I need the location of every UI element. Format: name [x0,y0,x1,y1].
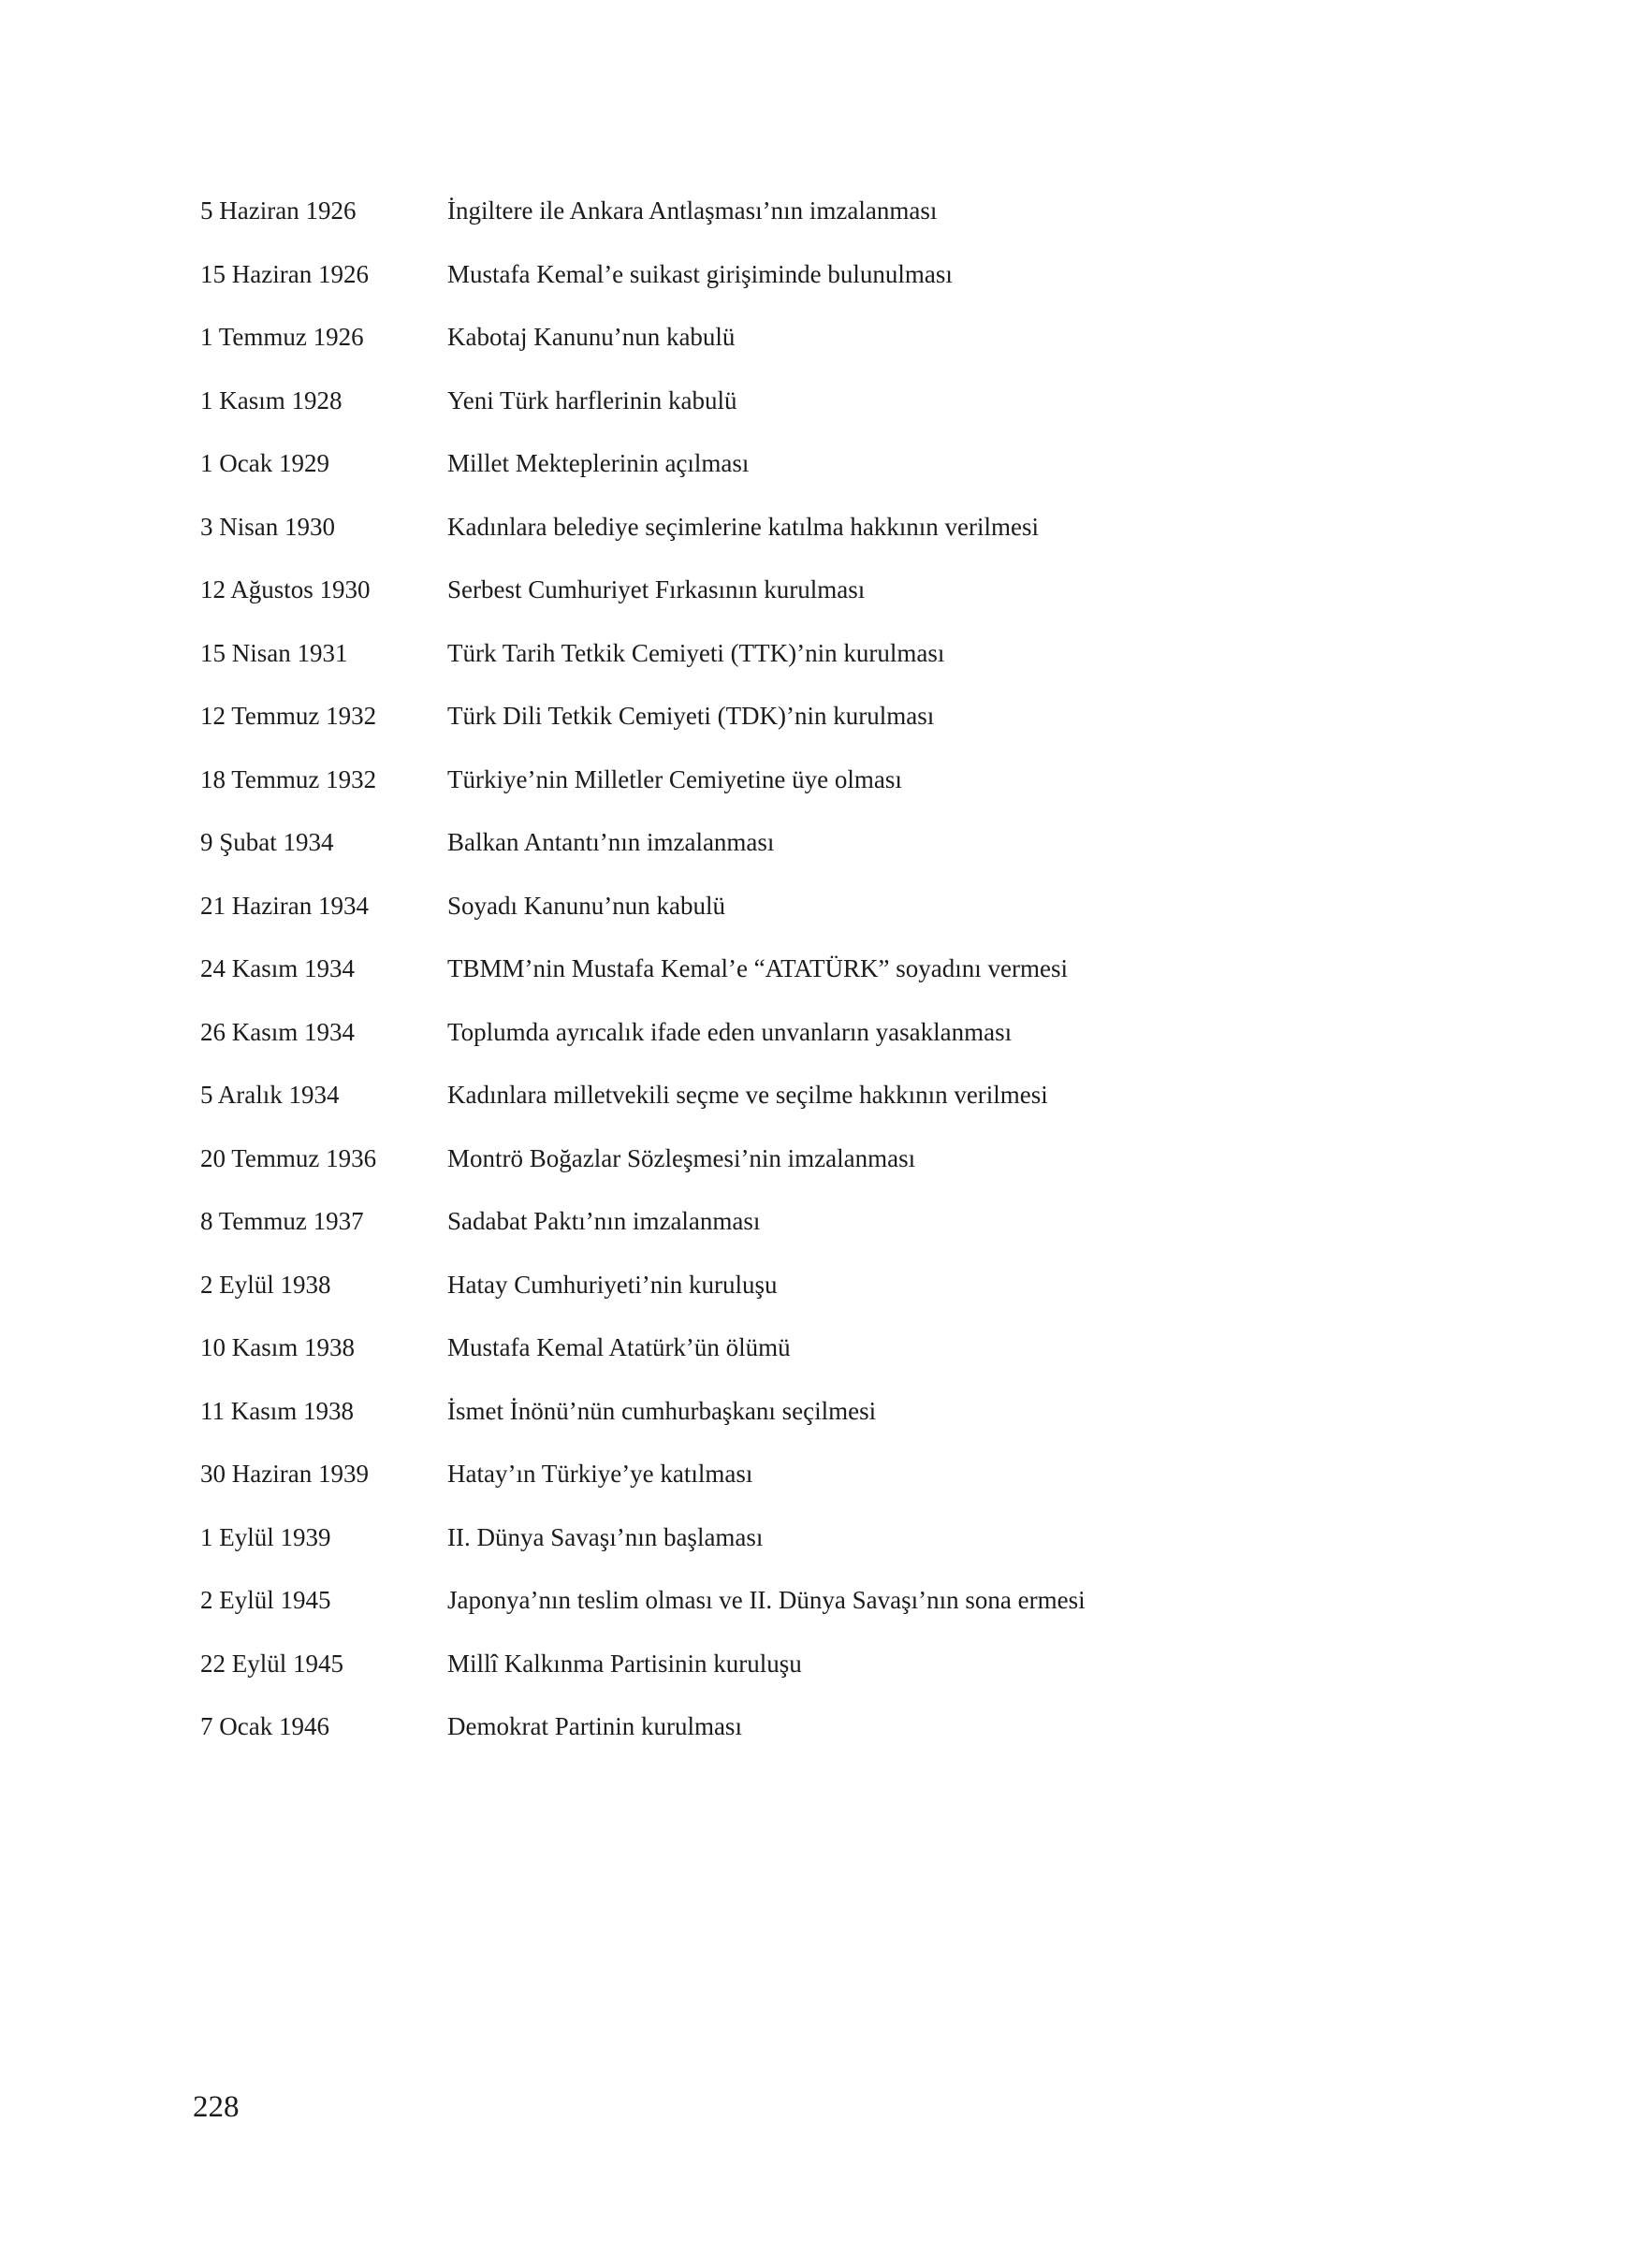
event-date: 24 Kasım 1934 [200,954,355,982]
chronology-row [200,1140,1436,1203]
event-description: Hatay’ın Türkiye’ye katılması [447,1460,753,1488]
event-date: 21 Haziran 1934 [200,891,369,920]
event-description: İngiltere ile Ankara Antlaşması’nın imzalanması [447,196,938,225]
event-date: 9 Şubat 1934 [200,828,334,856]
chronology-row [200,1581,1436,1645]
chronology-row [200,823,1436,887]
chronology-row [200,444,1436,508]
chronology-row [200,697,1436,761]
chronology-row [200,382,1436,445]
event-description: TBMM’nin Mustafa Kemal’e “ATATÜRK” soyadını vermesi [447,954,1068,982]
chronology-row [200,192,1436,255]
event-description: Millet Mekteplerinin açılması [447,449,750,477]
event-description: Hatay Cumhuriyeti’nin kuruluşu [447,1270,778,1299]
event-date: 1 Ocak 1929 [200,449,329,477]
chronology-row [200,1645,1436,1708]
event-description: Millî Kalkınma Partisinin kuruluşu [447,1649,802,1678]
chronology-row [200,1455,1436,1519]
event-description: Serbest Cumhuriyet Fırkasının kurulması [447,575,866,603]
event-description: Kadınlara belediye seçimlerine katılma hakkının verilmesi [447,512,1040,541]
event-description: Türk Dili Tetkik Cemiyeti (TDK)’nin kurulması [447,702,935,730]
chronology-row [200,887,1436,951]
event-description: Türkiye’nin Milletler Cemiyetine üye olması [447,764,902,793]
chronology-row [200,318,1436,382]
event-date: 1 Eylül 1939 [200,1522,331,1551]
event-date: 2 Eylül 1945 [200,1586,331,1614]
chronology-row [200,571,1436,634]
chronology-row [200,634,1436,698]
event-date: 10 Kasım 1938 [200,1333,355,1361]
event-date: 12 Temmuz 1932 [200,702,377,730]
chronology-row [200,761,1436,824]
event-description: Mustafa Kemal’e suikast girişiminde bulunulması [447,259,953,288]
event-date: 18 Temmuz 1932 [200,764,377,793]
event-description: Soyadı Kanunu’nun kabulü [447,891,725,920]
event-description: Japonya’nın teslim olması ve II. Dünya Savaşı’nın sona ermesi [447,1586,1086,1614]
event-date: 1 Kasım 1928 [200,385,343,414]
event-description: Sadabat Paktı’nın imzalanması [447,1207,761,1235]
page-number: 228 [193,2090,240,2124]
event-description: Balkan Antantı’nın imzalanması [447,828,775,856]
event-date: 15 Nisan 1931 [200,638,348,667]
event-date: 22 Eylül 1945 [200,1649,343,1678]
event-date: 5 Haziran 1926 [200,196,357,225]
event-description: Demokrat Partinin kurulması [447,1712,742,1740]
event-description: II. Dünya Savaşı’nın başlaması [447,1522,764,1551]
event-description: Mustafa Kemal Atatürk’ün ölümü [447,1333,791,1361]
event-description: Yeni Türk harflerinin kabulü [447,385,737,414]
event-date: 11 Kasım 1938 [200,1396,354,1425]
chronology-row [200,1519,1436,1582]
event-description: Toplumda ayrıcalık ifade eden unvanların yasaklanması [447,1017,1013,1046]
event-date: 1 Temmuz 1926 [200,323,364,351]
event-date: 26 Kasım 1934 [200,1017,355,1046]
chronology-row [200,1013,1436,1077]
event-date: 20 Temmuz 1936 [200,1143,377,1172]
chronology-row [200,1076,1436,1140]
event-date: 5 Aralık 1934 [200,1081,340,1109]
chronology-row [200,950,1436,1013]
chronology-list [200,192,1436,1771]
chronology-row [200,508,1436,572]
event-description: Montrö Boğazlar Sözleşmesi’nin imzalanması [447,1143,916,1172]
event-date: 3 Nisan 1930 [200,512,335,541]
event-date: 2 Eylül 1938 [200,1270,331,1299]
event-description: Türk Tarih Tetkik Cemiyeti (TTK)’nin kurulması [447,638,945,667]
chronology-row [200,1329,1436,1392]
event-date: 30 Haziran 1939 [200,1460,369,1488]
event-description: Kadınlara milletvekili seçme ve seçilme hakkının verilmesi [447,1081,1048,1109]
event-date: 7 Ocak 1946 [200,1712,329,1740]
event-date: 12 Ağustos 1930 [200,575,371,603]
chronology-row [200,255,1436,319]
event-description: Kabotaj Kanunu’nun kabulü [447,323,736,351]
chronology-row [200,1708,1436,1771]
event-description: İsmet İnönü’nün cumhurbaşkanı seçilmesi [447,1396,877,1425]
chronology-row [200,1266,1436,1330]
event-date: 8 Temmuz 1937 [200,1207,364,1235]
event-date: 15 Haziran 1926 [200,259,369,288]
chronology-row [200,1392,1436,1456]
chronology-row [200,1202,1436,1266]
